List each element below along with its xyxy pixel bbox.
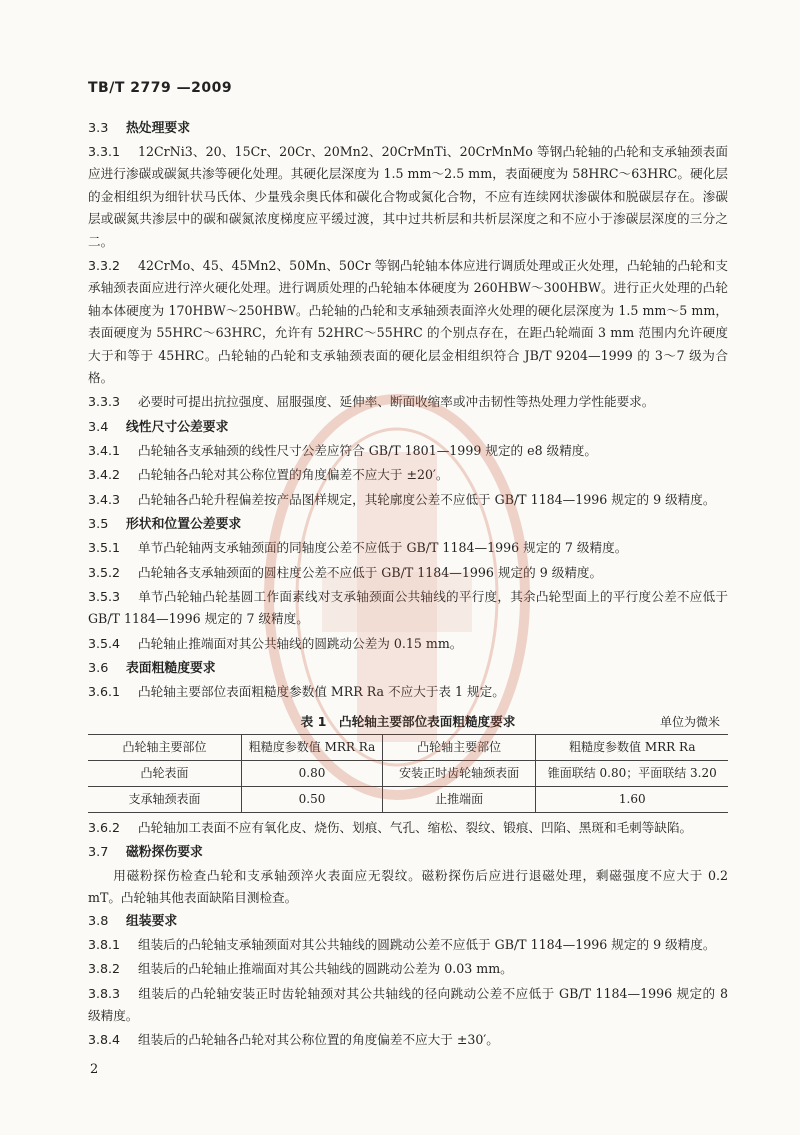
clause-paragraph <box>88 537 728 559</box>
clause-text: 凸轮轴止推端面对其公共轴线的圆跳动公差为 0.15 mm。 <box>138 635 463 651</box>
table-row <box>88 760 728 786</box>
clause-paragraph <box>88 681 728 703</box>
section-title: 表面粗糙度要求 <box>126 661 216 677</box>
clause-number: 3.5.3 <box>88 588 121 604</box>
clause-number: 3.5.4 <box>88 635 121 651</box>
clause-paragraph <box>88 562 728 584</box>
table-header-cell: 凸轮轴主要部位 <box>88 734 242 760</box>
table-header-cell: 凸轮轴主要部位 <box>382 734 536 760</box>
table-header-cell: 粗糙度参数值 MRR Ra <box>536 734 728 760</box>
standard-code-header: TB/T 2779 —2009 <box>88 80 233 96</box>
table-cell: 安装正时齿轮轴颈表面 <box>382 760 536 786</box>
body-paragraph: 用磁粉探伤检查凸轮和支承轴颈淬火表面应无裂纹。磁粉探伤后应进行退磁处理，剩磁强度不应大于 0.2 mT。凸轮轴其他表面缺陷目测检查。 <box>88 867 728 906</box>
clause-number: 3.3.1 <box>88 144 121 159</box>
clause-text: 必要时可提出抗拉强度、屈服强度、延伸率、断面收缩率或冲击韧性等热处理力学性能要求。 <box>138 394 655 410</box>
clause-paragraph <box>88 586 728 631</box>
clause-number: 3.4.2 <box>88 467 121 483</box>
section-number: 3.3 <box>88 121 109 136</box>
clause-paragraph <box>88 489 728 511</box>
section-number: 3.8 <box>88 913 109 929</box>
clause-number: 3.8.3 <box>88 985 121 1001</box>
clause-text: 单节凸轮轴两支承轴颈面的同轴度公差不应低于 GB/T 1184—1996 规定的 7 级精度。 <box>138 540 628 556</box>
clause-paragraph <box>88 1029 728 1051</box>
table-header-row <box>88 734 728 760</box>
clause-text: 凸轮轴各支承轴颈面的圆柱度公差不应低于 GB/T 1184—1996 规定的 9 级精度。 <box>138 564 603 580</box>
clause-number: 3.8.4 <box>88 1032 121 1048</box>
page-content <box>88 117 728 1054</box>
clause-paragraph <box>88 934 728 956</box>
clause-text: 凸轮轴主要部位表面粗糙度参数值 MRR Ra 不应大于表 1 规定。 <box>138 684 505 700</box>
clause-number: 3.3.2 <box>88 258 121 274</box>
table-cell: 锥面联结 0.80；平面联结 3.20 <box>536 760 728 786</box>
clause-text: 42CrMo、45、45Mn2、50Mn、50Cr 等钢凸轮轴本体应进行调质处理或正火处理，凸轮轴的凸轮和支承轴颈表面应进行淬火硬化处理。进行调质处理的凸轮轴本体硬度为 260HBW～300HBW。进行正火处理的凸轮轴本体硬度为 170HBW～250HBW。凸轮轴的凸轮和支承轴颈表面淬火处理的硬化层深度为 1.5 mm～5 mm，表面硬度为 55HRC～63HRC，允许有 52HRC～55HRC 的个别点存在，在距凸轮端面 3 mm 范围内允许硬度大于和等于 45HRC。凸轮轴的凸轮和支承轴颈表面的硬化层金相组织符合 JB/T 9204—1999 的 3～7 级为合格。 <box>88 258 728 386</box>
section-heading <box>88 513 728 537</box>
section-number: 3.4 <box>88 419 109 435</box>
clause-paragraph <box>88 440 728 462</box>
table-cell: 0.50 <box>242 786 383 812</box>
section-heading <box>88 657 728 681</box>
table-unit: 单位为微米 <box>659 714 720 729</box>
section-title: 线性尺寸公差要求 <box>126 419 229 435</box>
clause-number: 3.8.2 <box>88 961 121 977</box>
table-cell: 止推端面 <box>382 786 536 812</box>
roughness-table <box>88 734 728 813</box>
clause-paragraph <box>88 817 728 839</box>
clause-paragraph <box>88 958 728 980</box>
clause-number: 3.8.1 <box>88 936 121 952</box>
clause-paragraph <box>88 391 728 413</box>
table-caption: 表 1 凸轮轴主要部位表面粗糙度要求 <box>300 713 516 729</box>
page-number: 2 <box>90 1062 99 1077</box>
clause-text: 凸轮轴各凸轮对其公称位置的角度偏差不应大于 ±20′。 <box>138 467 449 483</box>
table-cell: 1.60 <box>536 786 728 812</box>
table-cell: 凸轮表面 <box>88 760 242 786</box>
section-title: 形状和位置公差要求 <box>126 517 242 533</box>
section-title: 组装要求 <box>126 913 178 929</box>
clause-text: 12CrNi3、20、15Cr、20Cr、20Mn2、20CrMnTi、20CrMnMo 等钢凸轮轴的凸轮和支承轴颈表面应进行渗碳或碳氮共渗等硬化处理。其硬化层深度为 1.5 mm～2.5 mm，表面硬度为 58HRC～63HRC。硬化层的金相组织为细针状马氏体、少量残余奥氏体和碳化合物或氮化合物，不应有连续网状渗碳体和脱碳层存在。渗碳层或碳氮共渗层中的碳和碳氮浓度梯度应平缓过渡，其中过共析层和共析层深度之和不应小于渗碳层深度的三分之二。 <box>88 144 728 249</box>
clause-paragraph <box>88 141 728 253</box>
section-title: 热处理要求 <box>126 121 190 136</box>
section-number: 3.7 <box>88 844 109 860</box>
clause-text: 组装后的凸轮轴各凸轮对其公称位置的角度偏差不应大于 ±30′。 <box>138 1032 499 1048</box>
clause-text: 组装后的凸轮轴止推端面对其公共轴线的圆跳动公差为 0.03 mm。 <box>138 961 513 977</box>
section-heading <box>88 841 728 865</box>
section-heading <box>88 910 728 934</box>
clause-text: 凸轮轴各凸轮升程偏差按产品图样规定，其轮廓度公差不应低于 GB/T 1184—1996 规定的 9 级精度。 <box>138 491 716 507</box>
section-heading <box>88 416 728 440</box>
clause-text: 凸轮轴各支承轴颈的线性尺寸公差应符合 GB/T 1801—1999 规定的 e8 级精度。 <box>138 442 597 458</box>
section-heading <box>88 117 728 141</box>
clause-number: 3.6.2 <box>88 819 121 835</box>
clause-text: 组装后的凸轮轴安装正时齿轮轴颈对其公共轴线的径向跳动公差不应低于 GB/T 1184—1996 规定的 8 级精度。 <box>88 985 728 1023</box>
clause-number: 3.6.1 <box>88 684 121 700</box>
clause-text: 凸轮轴加工表面不应有氧化皮、烧伤、划痕、气孔、缩松、裂纹、锻痕、凹陷、黑斑和毛刺等缺陷。 <box>138 819 693 835</box>
section-number: 3.5 <box>88 517 109 533</box>
clause-paragraph <box>88 633 728 655</box>
clause-number: 3.4.3 <box>88 491 121 507</box>
clause-text: 组装后的凸轮轴支承轴颈面对其公共轴线的圆跳动公差不应低于 GB/T 1184—1996 规定的 9 级精度。 <box>138 936 716 952</box>
section-title: 磁粉探伤要求 <box>126 844 203 860</box>
table-header-cell: 粗糙度参数值 MRR Ra <box>242 734 383 760</box>
clause-number: 3.4.1 <box>88 442 121 458</box>
clause-number: 3.3.3 <box>88 394 121 410</box>
clause-text: 单节凸轮轴凸轮基圆工作面素线对支承轴颈面公共轴线的平行度，其余凸轮型面上的平行度公差不应低于 GB/T 1184—1996 规定的 7 级精度。 <box>88 588 728 627</box>
clause-paragraph <box>88 255 728 389</box>
table-cell: 支承轴颈表面 <box>88 786 242 812</box>
clause-number: 3.5.1 <box>88 540 121 556</box>
table-row <box>88 786 728 812</box>
clause-number: 3.5.2 <box>88 564 121 580</box>
roughness-table-block <box>88 710 728 813</box>
clause-paragraph <box>88 464 728 486</box>
section-number: 3.6 <box>88 661 109 677</box>
clause-paragraph <box>88 983 728 1028</box>
table-cell: 0.80 <box>242 760 383 786</box>
